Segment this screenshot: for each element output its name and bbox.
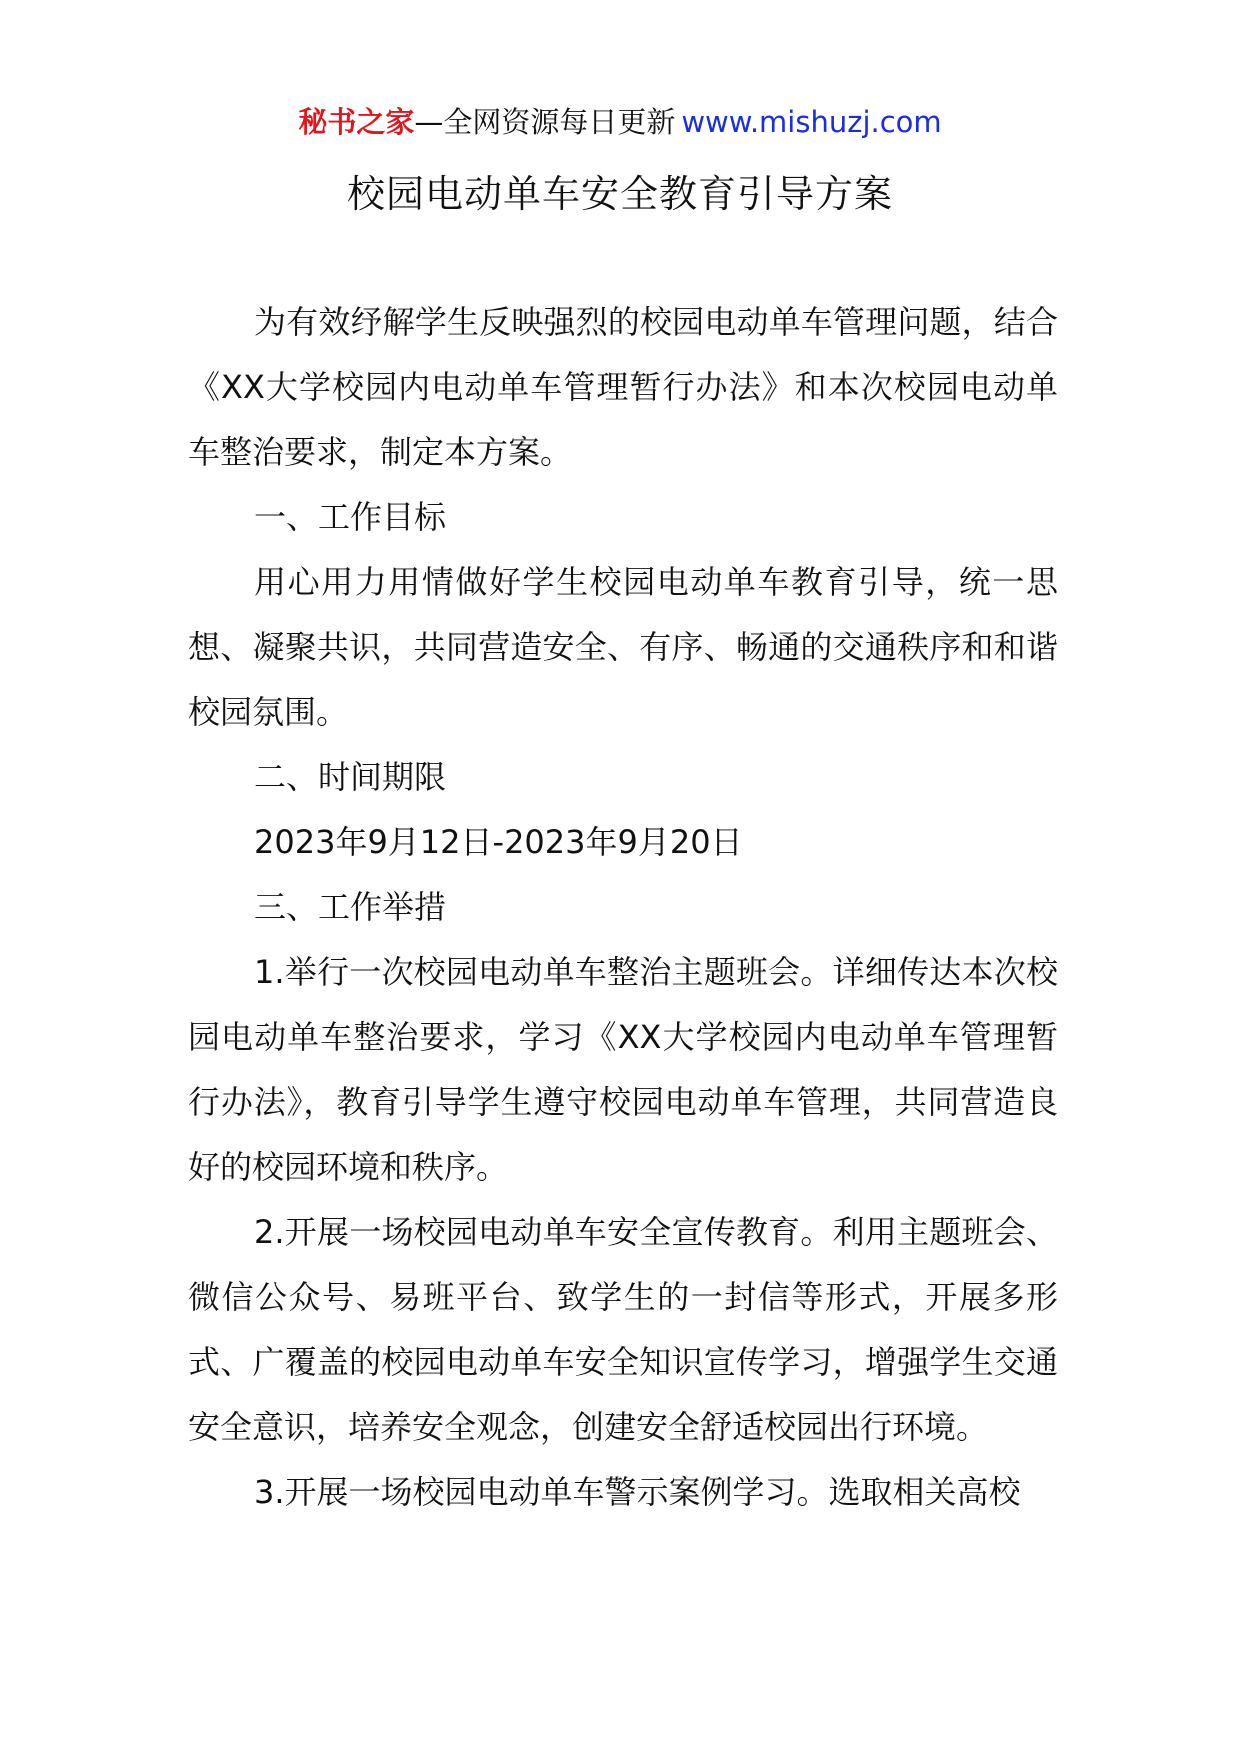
slogan-text: —全网资源每日更新 [414,105,676,139]
intro-paragraph: 为有效纾解学生反映强烈的校园电动单车管理问题，结合《XX大学校园内电动单车管理暂行办法》和本次校园电动单车整治要求，制定本方案。 [188,303,1058,471]
document-body [188,290,1058,1525]
brand-name: 秘书之家 [298,105,415,139]
measure-item-1: 1.举行一次校园电动单车整治主题班会。详细传达本次校园电动单车整治要求，学习《XX大学校园内电动单车管理暂行办法》，教育引导学生遵守校园电动单车管理，共同营造良好的校园环境和秩序。 [188,953,1058,1186]
document-title: 校园电动单车安全教育引导方案 [346,172,893,216]
section-heading-goals: 一、工作目标 [254,498,447,536]
watermark-header [0,102,1240,142]
section-heading-measures: 三、工作举措 [254,888,447,926]
measure-item-3: 3.开展一场校园电动单车警示案例学习。选取相关高校 [254,1473,1021,1511]
section-heading-period: 二、时间期限 [254,758,447,796]
period-paragraph: 2023年9月12日-2023年9月20日 [254,823,743,861]
goals-paragraph: 用心用力用情做好学生校园电动单车教育引导，统一思想、凝聚共识，共同营造安全、有序、畅通的交通秩序和和谐校园氛围。 [188,563,1058,731]
site-url-link[interactable]: www.mishuzj.com [681,105,942,139]
measure-item-2: 2.开展一场校园电动单车安全宣传教育。利用主题班会、微信公众号、易班平台、致学生的一封信等形式，开展多形式、广覆盖的校园电动单车安全知识宣传学习，增强学生交通安全意识，培养安全观念，创建安全舒适校园出行环境。 [188,1213,1058,1446]
